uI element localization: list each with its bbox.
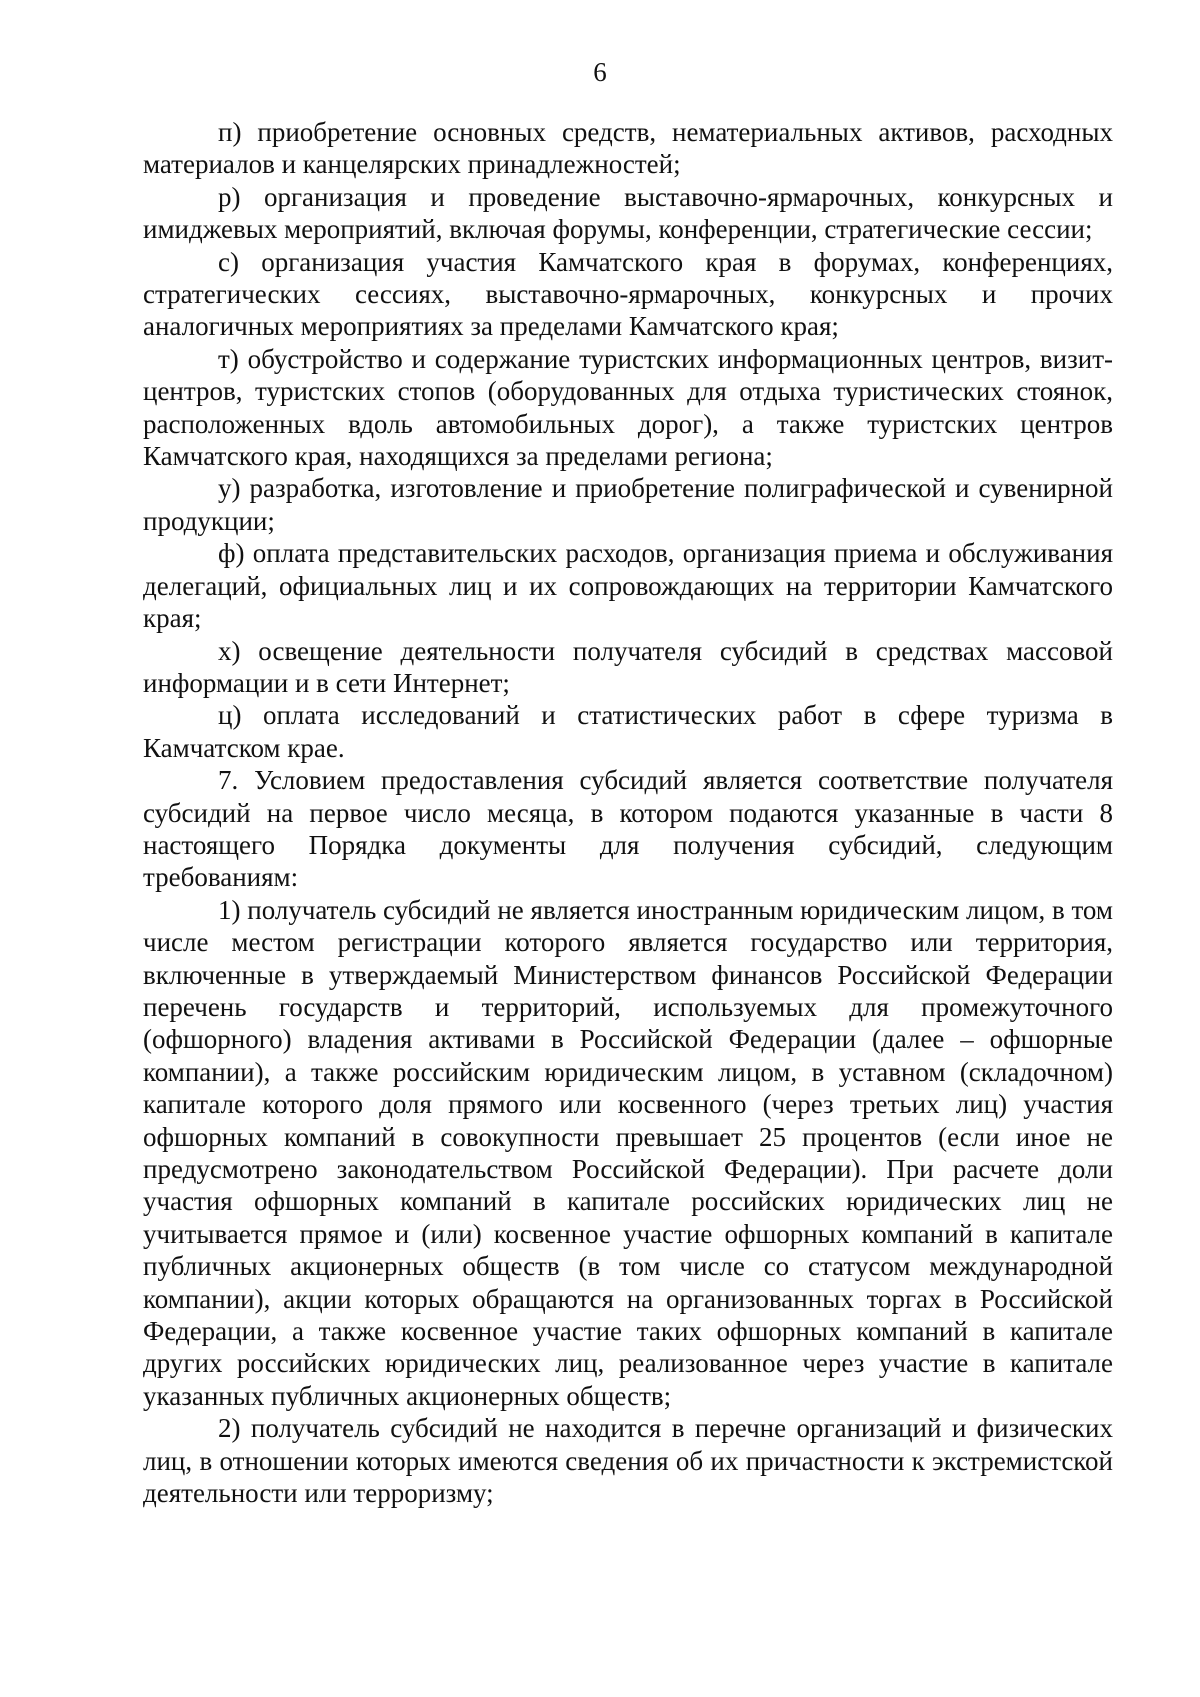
paragraph-7-1: 1) получатель субсидий не является иностранным юридическим лицом, в том числе местом регистрации которого является государство или территория, включенные в утверждаемый Министерством финансов Российской Федерации перечень государств и территорий, используемых для промежуточного (офшорного) владения активами в Российской Федерации (далее – офшорные компании), а также российским юридическим лицом, в уставном (складочном) капитале которого доля прямого или косвенного (через третьих лиц) участия офшорных компаний в совокупности превышает 25 процентов (если иное не предусмотрено законодательством Российской Федерации). При расчете доли участия офшорных компаний в капитале российских юридических лиц не учитывается прямое и (или) косвенное участие офшорных компаний в капитале публичных акционерных обществ (в том числе со статусом международной компании), акции которых обращаются на организованных торгах в Российской Федерации, а также косвенное участие таких офшорных компаний в капитале других российских юридических лиц, реализованное через участие в капитале указанных публичных акционерных обществ; (143, 894, 1113, 1411)
paragraph-r: р) организация и проведение выставочно-ярмарочных, конкурсных и имиджевых мероприятий, включая форумы, конференции, стратегические сессии; (143, 181, 1113, 245)
paragraph-7-2: 2) получатель субсидий не находится в перечне организаций и физических лиц, в отношении которых имеются сведения об их причастности к экстремистской деятельности или терроризму; (143, 1413, 1113, 1509)
paragraph-t: т) обустройство и содержание туристских информационных центров, визит-центров, туристских стопов (оборудованных для отдыха туристических стоянок, расположенных вдоль автомобильных дорог), а также туристских центров Камчатского края, находящихся за пределами региона; (143, 343, 1113, 472)
paragraph-p: п) приобретение основных средств, нематериальных активов, расходных материалов и канцелярских принадлежностей; (143, 117, 1113, 180)
paragraph-kh: х) освещение деятельности получателя субсидий в средствах массовой информации и в сети Интернет; (143, 635, 1113, 698)
paragraph-f: ф) оплата представительских расходов, организация приема и обслуживания делегаций, официальных лиц и их сопровождающих на территории Камчатского края; (143, 538, 1113, 634)
paragraph-7: 7. Условием предоставления субсидий является соответствие получателя субсидий на первое число месяца, в котором подаются указанные в части 8 настоящего Порядка документы для получения субсидий, следующим требованиям: (143, 765, 1113, 893)
document-body (143, 116, 1113, 1509)
page-number: 6 (593, 57, 607, 87)
paragraph-u: у) разработка, изготовление и приобретение полиграфической и сувенирной продукции; (143, 473, 1113, 536)
paragraph-s: с) организация участия Камчатского края в форумах, конференциях, стратегических сессиях, выставочно-ярмарочных, конкурсных и прочих аналогичных мероприятиях за пределами Камчатского края; (143, 246, 1113, 342)
paragraph-ts: ц) оплата исследований и статистических работ в сфере туризма в Камчатском крае. (143, 700, 1113, 763)
